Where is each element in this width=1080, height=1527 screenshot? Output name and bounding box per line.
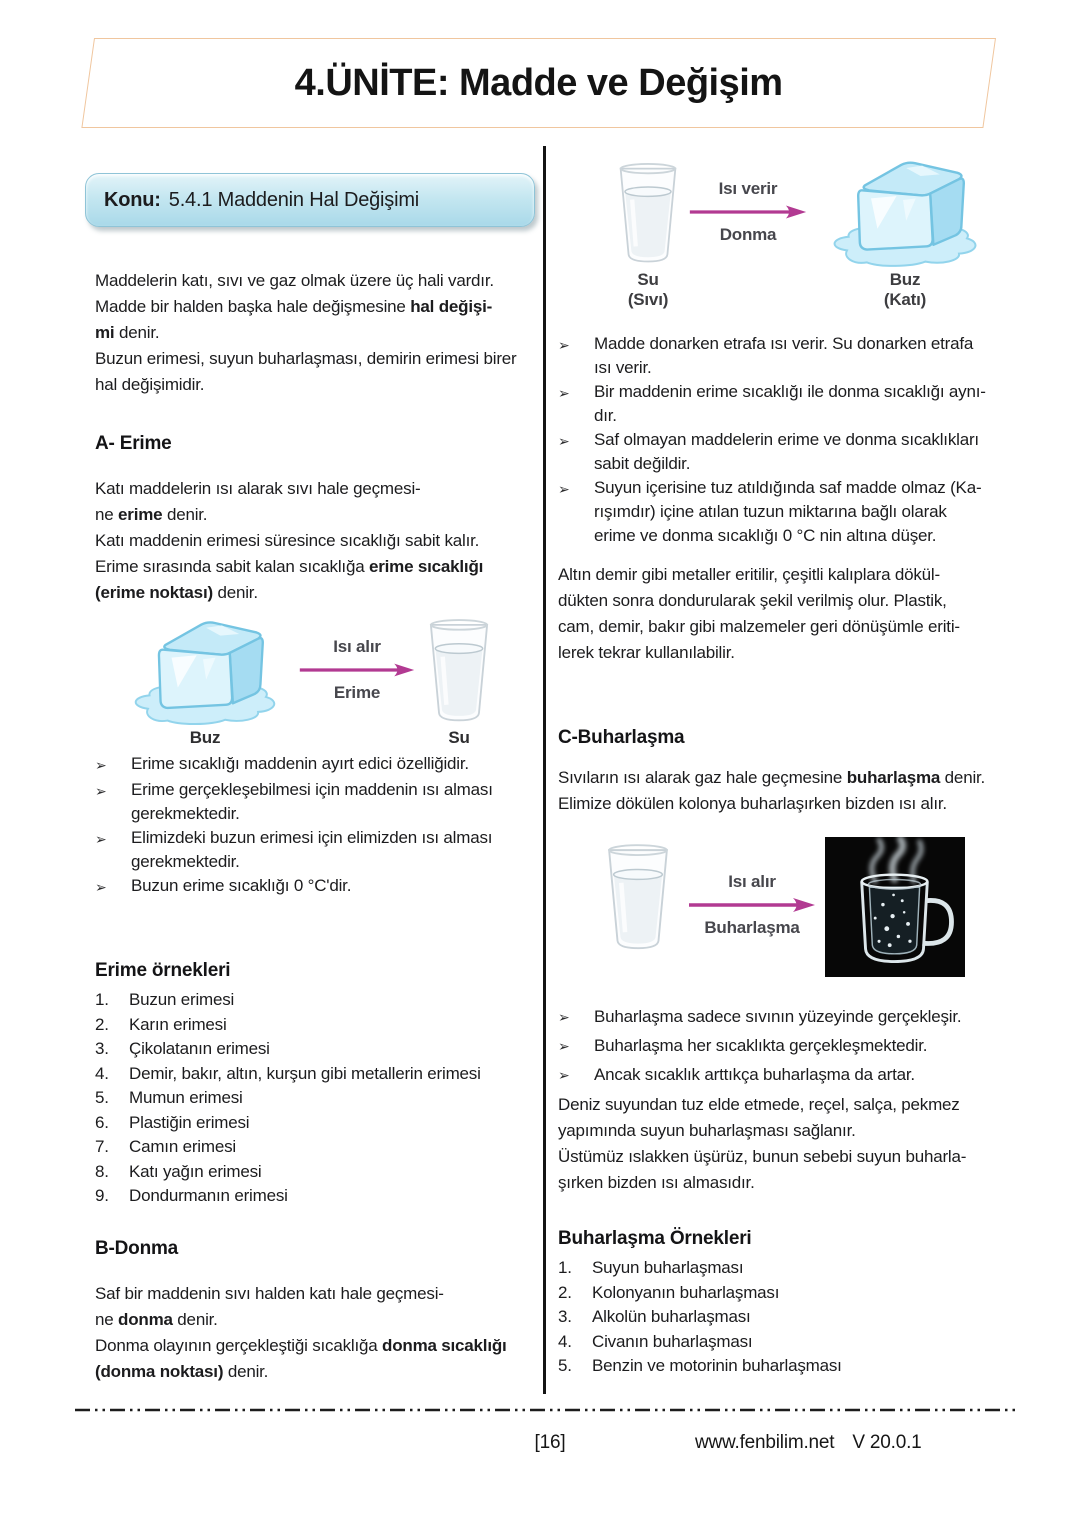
section-c-heading: C-Buharlaşma bbox=[558, 727, 685, 748]
arrowhead-bullet-icon: ➢ bbox=[558, 482, 570, 498]
page-number: [16] bbox=[534, 1432, 566, 1453]
list-item: Çikolatanın erimesi bbox=[129, 1039, 270, 1058]
arrow-right-icon bbox=[688, 203, 808, 221]
donma-paragraph: Saf bir maddenin sıvı halden katı hale geçmesi- ne donma denir. Donma olayının gerçekleştiği sıcaklığa donma sıcaklığı (donma noktası) denir. bbox=[95, 1284, 507, 1381]
bullet-item: ➢ Buharlaşma her sıcaklıkta gerçekleşmektedir. bbox=[558, 1032, 1016, 1061]
bullet-item: ➢ Buharlaşma sadece sıvının yüzeyinde gerçekleşir. bbox=[558, 1003, 1016, 1032]
arrowhead-bullet-icon: ➢ bbox=[95, 880, 107, 896]
arrowhead-bullet-icon: ➢ bbox=[558, 386, 570, 402]
section-b-heading: B-Donma bbox=[95, 1238, 179, 1259]
bullet-item: ➢ Saf olmayan maddelerin erime ve donma sıcaklıkları sabit değildir. bbox=[558, 430, 979, 473]
list-item: Suyun buharlaşması bbox=[592, 1258, 744, 1277]
melting-arrow-bottom-label: Erime bbox=[333, 683, 381, 702]
usage-paragraph: Deniz suyundan tuz elde etmede, reçel, salça, pekmez yapımında suyun buharlaşması sağlanır. Üstümüz ıslakken üşürüz, bunun sebebi suyun buharla- şırken bizden ısı almasıdır. bbox=[558, 1095, 967, 1192]
buharlasma-paragraph: Sıvıların ısı alarak gaz hale geçmesine buharlaşma denir. Elimize dökülen kolonya buharlaşırken bizden ısı alır. bbox=[558, 768, 986, 813]
ice-cube-icon bbox=[112, 612, 294, 730]
topic-box bbox=[85, 173, 535, 227]
list-item: Benzin ve motorinin buharlaşması bbox=[592, 1356, 842, 1375]
buharlasma-bullet-list bbox=[558, 1003, 1016, 1090]
arrowhead-bullet-icon: ➢ bbox=[95, 784, 107, 800]
arrow-right-icon bbox=[682, 896, 822, 914]
steaming-mug-photo bbox=[825, 837, 965, 977]
bullet-item: ➢ Madde donarken etrafa ısı verir. Su donarken etrafa ısı verir. bbox=[558, 334, 974, 377]
freezing-result-label: Buz (Katı) bbox=[883, 270, 927, 309]
section-a-heading: A- Erime bbox=[95, 433, 172, 454]
arrowhead-bullet-icon: ➢ bbox=[558, 434, 570, 450]
list-item: Alkolün buharlaşması bbox=[592, 1307, 751, 1326]
list-item: Katı yağın erimesi bbox=[129, 1161, 262, 1181]
arrowhead-bullet-icon: ➢ bbox=[558, 338, 570, 354]
list-item: Camın erimesi bbox=[129, 1137, 236, 1156]
freezing-source-label: Su (Sıvı) bbox=[627, 270, 669, 309]
bullet-item: ➢ Ancak sıcaklık arttıkça buharlaşma da artar. bbox=[558, 1061, 1016, 1090]
buharlasma-examples-heading: Buharlaşma Örnekleri bbox=[558, 1228, 752, 1249]
evaporation-arrow-group bbox=[682, 871, 822, 939]
bullet-item: ➢ Erime sıcaklığı maddenin ayırt edici özelliğidir. bbox=[95, 752, 547, 778]
water-glass-icon bbox=[600, 841, 676, 955]
arrow-right-icon bbox=[298, 661, 416, 679]
evaporation-figure bbox=[560, 835, 1015, 985]
topic-title: 5.4.1 Maddenin Hal Değişimi bbox=[168, 188, 420, 211]
erime-examples-list bbox=[95, 988, 547, 1209]
erime-examples-heading: Erime örnekleri bbox=[95, 960, 231, 981]
melting-arrow-top-label: Isı alır bbox=[333, 637, 381, 656]
buharlasma-examples-list bbox=[558, 1256, 1016, 1379]
footer-site bbox=[695, 1432, 995, 1454]
arrowhead-bullet-icon: ➢ bbox=[558, 1068, 570, 1084]
bullet-item: ➢ Erime gerçekleşebilmesi için maddenin ısı alması gerekmektedir. bbox=[95, 780, 493, 823]
ice-cube-icon bbox=[810, 152, 996, 272]
list-item: Dondurmanın erimesi bbox=[129, 1186, 288, 1205]
erime-paragraph: Katı maddelerin ısı alarak sıvı hale geçmesi- ne erime denir. Katı maddenin erimesi süresince sıcaklığı sabit kalır. Erime sırasında sabit kalan sıcaklığa erime sıcaklığı (erime noktası) denir. bbox=[95, 479, 484, 602]
list-item: Demir, bakır, altın, kurşun gibi metallerin erimesi bbox=[129, 1063, 481, 1083]
page-title: 4.ÜNİTE: Madde ve Değişim bbox=[294, 61, 783, 104]
bullet-item: ➢ Bir maddenin erime sıcaklığı ile donma sıcaklığı aynı- dır. bbox=[558, 382, 986, 425]
list-item: Karın erimesi bbox=[129, 1014, 227, 1034]
melting-figure bbox=[110, 612, 535, 754]
melting-result-label: Su bbox=[448, 728, 470, 747]
bullet-item: ➢ Buzun erime sıcaklığı 0 °C'dir. bbox=[95, 874, 547, 900]
evaporation-arrow-bottom-label: Buharlaşma bbox=[704, 918, 800, 937]
footer-dashed-rule bbox=[75, 1408, 1020, 1412]
arrowhead-bullet-icon: ➢ bbox=[95, 758, 107, 774]
list-item: Kolonyanın buharlaşması bbox=[592, 1282, 780, 1302]
arrowhead-bullet-icon: ➢ bbox=[558, 1039, 570, 1055]
arrowhead-bullet-icon: ➢ bbox=[558, 1010, 570, 1026]
list-item: Buzun erimesi bbox=[129, 990, 235, 1009]
metals-paragraph: Altın demir gibi metaller eritilir, çeşitli kalıplara dökül- dükten sonra dondurularak şekil verilmiş olur. Plastik, cam, demir, bakır gibi malzemeler geri dönüşümle eriti- lerek tekrar kullanılabilir. bbox=[558, 565, 960, 662]
water-glass-icon bbox=[422, 616, 496, 727]
unit-header-box bbox=[73, 31, 1004, 135]
topic-label: Konu: bbox=[104, 188, 161, 211]
freezing-arrow-top-label: Isı verir bbox=[718, 179, 778, 198]
list-item: Plastiğin erimesi bbox=[129, 1112, 250, 1132]
bullet-item: ➢ Suyun içerisine tuz atıldığında saf madde olmaz (Ka- rışımdır) içine atılan tuzun miktarına bağlı olarak erime ve donma sıcaklığı 0 °C nin altına düşer. bbox=[558, 478, 982, 545]
freezing-arrow-bottom-label: Donma bbox=[719, 225, 777, 244]
list-item: Mumun erimesi bbox=[129, 1088, 243, 1107]
melting-arrow-group bbox=[298, 636, 416, 704]
water-glass-icon bbox=[612, 160, 684, 268]
unit-header-inner bbox=[81, 38, 996, 128]
site-url: www.fenbilim.net bbox=[695, 1432, 835, 1453]
arrowhead-bullet-icon: ➢ bbox=[95, 832, 107, 848]
erime-bullet-list bbox=[95, 752, 547, 900]
version-label: V 20.0.1 bbox=[852, 1432, 922, 1453]
bullet-item: ➢ Elimizdeki buzun erimesi için elimizden ısı alması gerekmektedir. bbox=[95, 828, 493, 871]
evaporation-arrow-top-label: Isı alır bbox=[728, 872, 776, 891]
freezing-arrow-group bbox=[688, 178, 808, 246]
freezing-figure bbox=[560, 150, 1015, 318]
donma-bullet-list bbox=[558, 332, 1016, 548]
melting-source-label: Buz bbox=[189, 728, 221, 747]
intro-paragraph: Maddelerin katı, sıvı ve gaz olmak üzere üç hali vardır. Madde bir halden başka hale değişmesine hal değişi- mi denir. Buzun erimesi, suyun buharlaşması, demirin erimesi birer hal değişimidir. bbox=[95, 271, 517, 394]
list-item: Civanın buharlaşması bbox=[592, 1331, 753, 1351]
